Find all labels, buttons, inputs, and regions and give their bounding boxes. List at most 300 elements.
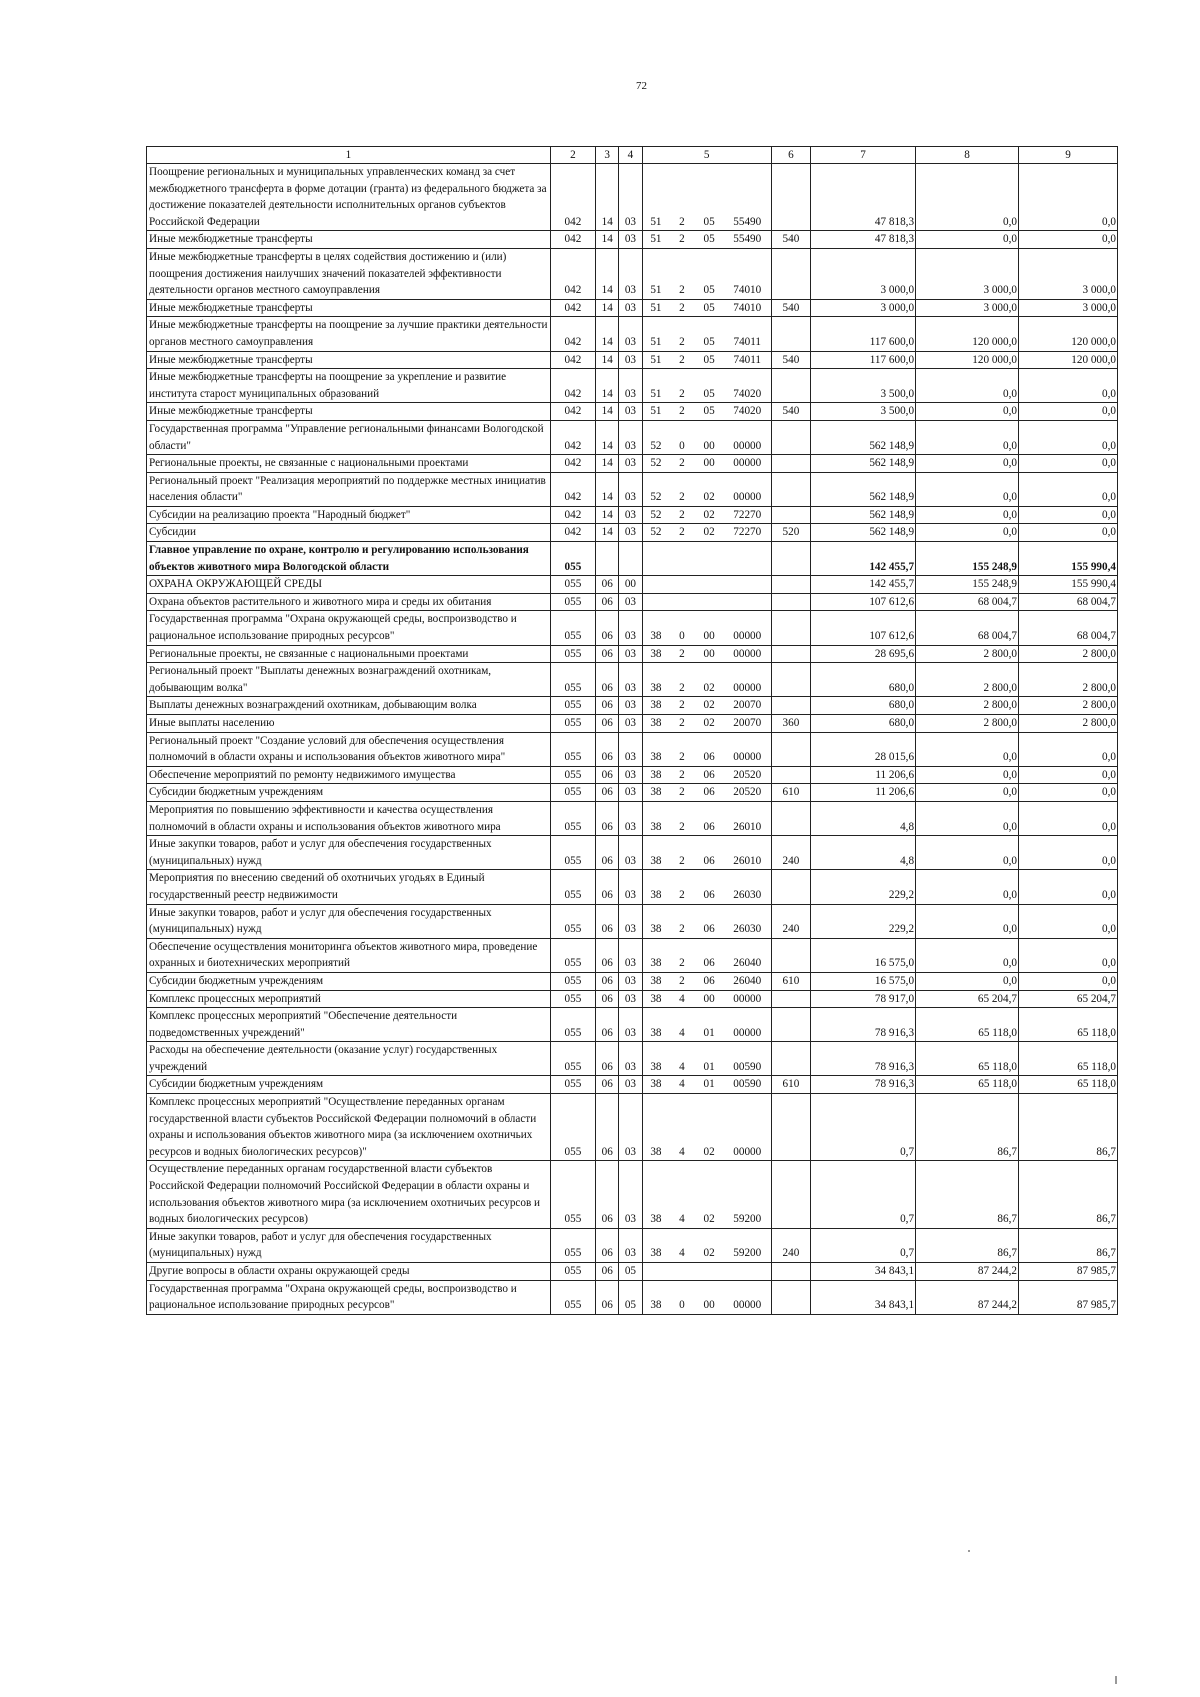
row-expense-direction: 00000 — [724, 1280, 771, 1314]
row-subsection: 03 — [619, 299, 642, 317]
row-subsection: 03 — [619, 904, 642, 938]
row-amount-col9: 0,0 — [1019, 836, 1118, 870]
row-program-type: 2 — [669, 403, 694, 421]
row-subsection: 03 — [619, 369, 642, 403]
row-expense-kind — [771, 611, 810, 645]
row-admin-code: 042 — [550, 506, 595, 524]
row-section: 06 — [596, 697, 619, 715]
row-amount-col8: 0,0 — [916, 904, 1019, 938]
page-number: 72 — [636, 80, 647, 92]
row-program-type: 2 — [669, 299, 694, 317]
row-expense-kind — [771, 420, 810, 454]
row-amount-col8: 0,0 — [916, 506, 1019, 524]
row-amount-col9: 87 985,7 — [1019, 1280, 1118, 1314]
table-row — [147, 904, 1118, 938]
row-expense-kind: 540 — [771, 403, 810, 421]
table-row — [147, 1228, 1118, 1262]
row-admin-code: 042 — [550, 524, 595, 542]
row-amount-col7: 0,7 — [811, 1161, 916, 1228]
row-name: Региональный проект "Реализация мероприятий по поддержке местных инициатив населения области" — [147, 472, 551, 506]
header-cell-7: 7 — [811, 147, 916, 164]
row-program-code: 38 — [642, 938, 669, 972]
row-program-code — [642, 1263, 669, 1281]
row-expense-kind: 610 — [771, 784, 810, 802]
row-name: Иные закупки товаров, работ и услуг для обеспечения государственных (муниципальных) нужд — [147, 1228, 551, 1262]
row-expense-kind — [771, 317, 810, 351]
row-subsection: 03 — [619, 801, 642, 835]
row-program-type: 2 — [669, 715, 694, 733]
row-expense-direction: 20520 — [724, 766, 771, 784]
row-program-type: 2 — [669, 801, 694, 835]
row-expense-kind — [771, 1280, 810, 1314]
row-amount-col7: 4,8 — [811, 836, 916, 870]
row-amount-col9: 0,0 — [1019, 732, 1118, 766]
row-subsection: 03 — [619, 1042, 642, 1076]
row-program-element — [695, 542, 724, 576]
row-amount-col9: 0,0 — [1019, 231, 1118, 249]
row-name: Региональный проект "Выплаты денежных вознаграждений охотникам, добывающим волка" — [147, 663, 551, 697]
row-program-type: 2 — [669, 645, 694, 663]
row-section: 14 — [596, 248, 619, 299]
row-name: Региональные проекты, не связанные с национальными проектами — [147, 645, 551, 663]
table-row — [147, 455, 1118, 473]
row-amount-col8: 2 800,0 — [916, 715, 1019, 733]
row-name: Расходы на обеспечение деятельности (оказание услуг) государственных учреждений — [147, 1042, 551, 1076]
row-expense-direction: 00590 — [724, 1076, 771, 1094]
row-amount-col7: 78 917,0 — [811, 990, 916, 1008]
row-amount-col9: 120 000,0 — [1019, 351, 1118, 369]
row-expense-direction: 26040 — [724, 972, 771, 990]
row-amount-col7: 4,8 — [811, 801, 916, 835]
row-amount-col8: 0,0 — [916, 403, 1019, 421]
row-program-element — [695, 576, 724, 594]
table-row — [147, 248, 1118, 299]
row-program-element: 00 — [695, 420, 724, 454]
row-name: Субсидии бюджетным учреждениям — [147, 972, 551, 990]
row-subsection: 03 — [619, 164, 642, 231]
row-expense-kind — [771, 164, 810, 231]
row-amount-col9: 0,0 — [1019, 801, 1118, 835]
row-amount-col8: 2 800,0 — [916, 645, 1019, 663]
row-admin-code: 055 — [550, 645, 595, 663]
row-name: Охрана объектов растительного и животного мира и среды их обитания — [147, 593, 551, 611]
row-program-type: 2 — [669, 972, 694, 990]
row-amount-col9: 86,7 — [1019, 1161, 1118, 1228]
header-cell-5: 5 — [642, 147, 771, 164]
row-expense-kind — [771, 455, 810, 473]
row-program-type: 2 — [669, 870, 694, 904]
row-expense-direction: 00000 — [724, 645, 771, 663]
row-amount-col9: 0,0 — [1019, 164, 1118, 231]
row-section: 14 — [596, 317, 619, 351]
table-row — [147, 231, 1118, 249]
row-amount-col7: 78 916,3 — [811, 1076, 916, 1094]
row-admin-code: 042 — [550, 231, 595, 249]
row-subsection — [619, 542, 642, 576]
row-amount-col7: 117 600,0 — [811, 317, 916, 351]
row-amount-col7: 11 206,6 — [811, 784, 916, 802]
row-name: Иные закупки товаров, работ и услуг для обеспечения государственных (муниципальных) нужд — [147, 904, 551, 938]
row-name: Комплекс процессных мероприятий "Обеспечение деятельности подведомственных учреждений" — [147, 1008, 551, 1042]
row-amount-col7: 16 575,0 — [811, 938, 916, 972]
row-program-element: 02 — [695, 697, 724, 715]
row-expense-kind — [771, 870, 810, 904]
row-program-type: 2 — [669, 369, 694, 403]
table-row — [147, 317, 1118, 351]
row-expense-direction: 26040 — [724, 938, 771, 972]
row-program-element: 01 — [695, 1042, 724, 1076]
row-expense-direction: 00000 — [724, 1008, 771, 1042]
row-program-code — [642, 593, 669, 611]
row-subsection: 00 — [619, 576, 642, 594]
row-admin-code: 055 — [550, 1161, 595, 1228]
row-amount-col8: 0,0 — [916, 524, 1019, 542]
row-subsection: 03 — [619, 663, 642, 697]
row-section: 06 — [596, 904, 619, 938]
row-expense-kind — [771, 472, 810, 506]
row-section: 06 — [596, 870, 619, 904]
row-expense-direction: 55490 — [724, 231, 771, 249]
row-name: Иные закупки товаров, работ и услуг для обеспечения государственных (муниципальных) нужд — [147, 836, 551, 870]
row-subsection: 05 — [619, 1263, 642, 1281]
row-amount-col8: 155 248,9 — [916, 576, 1019, 594]
row-program-element: 06 — [695, 938, 724, 972]
row-admin-code: 055 — [550, 766, 595, 784]
row-amount-col8: 0,0 — [916, 870, 1019, 904]
row-program-type: 2 — [669, 506, 694, 524]
row-program-type: 4 — [669, 1228, 694, 1262]
row-subsection: 03 — [619, 1228, 642, 1262]
row-admin-code: 042 — [550, 420, 595, 454]
row-section: 06 — [596, 715, 619, 733]
row-program-type: 2 — [669, 697, 694, 715]
row-expense-direction: 59200 — [724, 1161, 771, 1228]
row-program-element: 05 — [695, 231, 724, 249]
row-program-code: 52 — [642, 472, 669, 506]
table-row — [147, 611, 1118, 645]
row-name: Главное управление по охране, контролю и регулированию использования объектов животного мира Вологодской области — [147, 542, 551, 576]
row-admin-code: 042 — [550, 369, 595, 403]
row-program-element: 05 — [695, 317, 724, 351]
row-amount-col8: 68 004,7 — [916, 593, 1019, 611]
row-expense-kind — [771, 1042, 810, 1076]
row-amount-col9: 65 118,0 — [1019, 1076, 1118, 1094]
row-subsection: 03 — [619, 990, 642, 1008]
row-expense-kind: 540 — [771, 231, 810, 249]
table-row — [147, 1280, 1118, 1314]
row-program-type — [669, 1263, 694, 1281]
row-subsection: 03 — [619, 972, 642, 990]
row-amount-col8: 0,0 — [916, 836, 1019, 870]
row-amount-col9: 155 990,4 — [1019, 542, 1118, 576]
row-amount-col9: 86,7 — [1019, 1094, 1118, 1161]
row-section: 06 — [596, 1042, 619, 1076]
row-expense-kind: 540 — [771, 299, 810, 317]
row-name: Региональные проекты, не связанные с национальными проектами — [147, 455, 551, 473]
row-subsection: 03 — [619, 836, 642, 870]
row-name: Иные межбюджетные трансферты в целях содействия достижению и (или) поощрения достижения наилучших значений показателей эффективности деятельности органов местного самоуправления — [147, 248, 551, 299]
row-expense-direction: 59200 — [724, 1228, 771, 1262]
row-section: 06 — [596, 1228, 619, 1262]
row-admin-code: 042 — [550, 472, 595, 506]
row-amount-col8: 120 000,0 — [916, 317, 1019, 351]
header-cell-9: 9 — [1019, 147, 1118, 164]
row-amount-col7: 117 600,0 — [811, 351, 916, 369]
row-expense-kind: 360 — [771, 715, 810, 733]
table-header-row — [147, 147, 1118, 164]
row-amount-col8: 86,7 — [916, 1228, 1019, 1262]
table-row — [147, 784, 1118, 802]
table-row — [147, 1263, 1118, 1281]
row-subsection: 03 — [619, 455, 642, 473]
row-expense-direction: 26030 — [724, 904, 771, 938]
row-admin-code: 042 — [550, 299, 595, 317]
row-program-code: 38 — [642, 645, 669, 663]
row-amount-col8: 0,0 — [916, 784, 1019, 802]
row-section: 06 — [596, 645, 619, 663]
row-subsection: 03 — [619, 645, 642, 663]
row-amount-col7: 78 916,3 — [811, 1042, 916, 1076]
row-expense-direction: 74020 — [724, 369, 771, 403]
row-subsection: 03 — [619, 1076, 642, 1094]
row-program-element: 06 — [695, 904, 724, 938]
row-admin-code: 055 — [550, 697, 595, 715]
row-subsection: 03 — [619, 351, 642, 369]
row-section: 06 — [596, 1076, 619, 1094]
row-admin-code: 042 — [550, 317, 595, 351]
row-program-element: 01 — [695, 1008, 724, 1042]
row-program-code — [642, 542, 669, 576]
header-cell-1: 1 — [147, 147, 551, 164]
row-expense-direction — [724, 576, 771, 594]
row-amount-col7: 229,2 — [811, 904, 916, 938]
row-expense-kind — [771, 1008, 810, 1042]
row-section: 06 — [596, 732, 619, 766]
row-program-code: 38 — [642, 836, 669, 870]
row-name: Иные выплаты населению — [147, 715, 551, 733]
table-row — [147, 164, 1118, 231]
row-expense-kind — [771, 1094, 810, 1161]
row-name: Другие вопросы в области охраны окружающей среды — [147, 1263, 551, 1281]
row-program-type: 2 — [669, 904, 694, 938]
row-program-element: 02 — [695, 1094, 724, 1161]
row-program-element: 00 — [695, 645, 724, 663]
row-admin-code: 055 — [550, 1280, 595, 1314]
table-row — [147, 542, 1118, 576]
row-section: 14 — [596, 369, 619, 403]
row-expense-kind: 610 — [771, 1076, 810, 1094]
table-row — [147, 938, 1118, 972]
row-amount-col7: 11 206,6 — [811, 766, 916, 784]
row-admin-code: 042 — [550, 248, 595, 299]
row-amount-col9: 0,0 — [1019, 784, 1118, 802]
row-subsection: 03 — [619, 403, 642, 421]
row-program-type: 0 — [669, 611, 694, 645]
row-program-element: 02 — [695, 715, 724, 733]
table-row — [147, 299, 1118, 317]
row-program-element: 06 — [695, 870, 724, 904]
row-program-element: 05 — [695, 403, 724, 421]
row-program-element: 05 — [695, 248, 724, 299]
table-row — [147, 506, 1118, 524]
row-amount-col9: 2 800,0 — [1019, 715, 1118, 733]
row-amount-col9: 68 004,7 — [1019, 593, 1118, 611]
row-program-element: 00 — [695, 611, 724, 645]
row-amount-col8: 3 000,0 — [916, 299, 1019, 317]
row-program-type: 0 — [669, 420, 694, 454]
row-program-element: 06 — [695, 784, 724, 802]
row-program-code: 38 — [642, 715, 669, 733]
row-amount-col7: 107 612,6 — [811, 611, 916, 645]
row-amount-col7: 3 000,0 — [811, 248, 916, 299]
row-name: Осуществление переданных органам государственной власти субъектов Российской Федерации полномочий Российской Федерации в области охраны и использования объектов животного мира (за исключением охотничьих ресурсов и водных биологических ресурсов) — [147, 1161, 551, 1228]
row-section: 14 — [596, 351, 619, 369]
row-section: 06 — [596, 766, 619, 784]
row-program-type: 2 — [669, 836, 694, 870]
row-section: 14 — [596, 299, 619, 317]
row-subsection: 03 — [619, 248, 642, 299]
row-amount-col7: 562 148,9 — [811, 455, 916, 473]
table-body — [147, 164, 1118, 1315]
row-amount-col9: 87 985,7 — [1019, 1263, 1118, 1281]
row-admin-code: 042 — [550, 351, 595, 369]
row-expense-kind — [771, 766, 810, 784]
row-expense-direction: 00000 — [724, 732, 771, 766]
row-expense-direction: 00000 — [724, 663, 771, 697]
table-row — [147, 472, 1118, 506]
row-subsection: 03 — [619, 317, 642, 351]
row-section: 14 — [596, 164, 619, 231]
row-program-code: 52 — [642, 524, 669, 542]
row-program-code: 38 — [642, 732, 669, 766]
table-row — [147, 766, 1118, 784]
row-program-type: 2 — [669, 472, 694, 506]
row-name: Субсидии бюджетным учреждениям — [147, 784, 551, 802]
row-program-type — [669, 576, 694, 594]
table-row — [147, 420, 1118, 454]
row-expense-kind: 610 — [771, 972, 810, 990]
row-subsection: 03 — [619, 593, 642, 611]
row-subsection: 05 — [619, 1280, 642, 1314]
table-row — [147, 697, 1118, 715]
row-name: Мероприятия по внесению сведений об охотничьих угодьях в Единый государственный реестр недвижимости — [147, 870, 551, 904]
row-amount-col7: 3 000,0 — [811, 299, 916, 317]
row-expense-kind — [771, 369, 810, 403]
table-row — [147, 351, 1118, 369]
row-program-type: 2 — [669, 455, 694, 473]
row-amount-col8: 2 800,0 — [916, 697, 1019, 715]
row-admin-code: 055 — [550, 1228, 595, 1262]
row-program-code: 38 — [642, 972, 669, 990]
row-subsection: 03 — [619, 231, 642, 249]
row-section: 06 — [596, 801, 619, 835]
row-program-code: 38 — [642, 784, 669, 802]
row-amount-col9: 0,0 — [1019, 972, 1118, 990]
row-program-element — [695, 593, 724, 611]
row-expense-kind: 240 — [771, 836, 810, 870]
row-program-code: 38 — [642, 1076, 669, 1094]
row-program-type: 2 — [669, 317, 694, 351]
row-expense-direction: 55490 — [724, 164, 771, 231]
row-expense-direction: 72270 — [724, 506, 771, 524]
row-section: 14 — [596, 231, 619, 249]
row-amount-col8: 0,0 — [916, 369, 1019, 403]
row-expense-direction: 00000 — [724, 472, 771, 506]
row-amount-col8: 0,0 — [916, 455, 1019, 473]
table-row — [147, 990, 1118, 1008]
row-admin-code: 055 — [550, 836, 595, 870]
row-amount-col9: 65 204,7 — [1019, 990, 1118, 1008]
row-program-element: 06 — [695, 732, 724, 766]
row-amount-col9: 0,0 — [1019, 524, 1118, 542]
row-section: 14 — [596, 524, 619, 542]
row-amount-col8: 3 000,0 — [916, 248, 1019, 299]
row-name: Государственная программа "Охрана окружающей среды, воспроизводство и рациональное использование природных ресурсов" — [147, 1280, 551, 1314]
row-expense-direction: 20070 — [724, 697, 771, 715]
row-program-element: 00 — [695, 990, 724, 1008]
row-admin-code: 055 — [550, 576, 595, 594]
row-program-type: 2 — [669, 351, 694, 369]
row-name: Государственная программа "Управление региональными финансами Вологодской области" — [147, 420, 551, 454]
row-amount-col7: 680,0 — [811, 663, 916, 697]
row-subsection: 03 — [619, 938, 642, 972]
row-amount-col8: 2 800,0 — [916, 663, 1019, 697]
row-name: Государственная программа "Охрана окружающей среды, воспроизводство и рациональное использование природных ресурсов" — [147, 611, 551, 645]
row-program-element: 02 — [695, 1161, 724, 1228]
row-expense-kind — [771, 938, 810, 972]
row-expense-direction: 74010 — [724, 299, 771, 317]
row-amount-col9: 0,0 — [1019, 420, 1118, 454]
table-row — [147, 1076, 1118, 1094]
row-program-element: 00 — [695, 455, 724, 473]
row-amount-col7: 680,0 — [811, 697, 916, 715]
row-expense-direction: 00000 — [724, 611, 771, 645]
row-admin-code: 042 — [550, 164, 595, 231]
row-expense-direction — [724, 1263, 771, 1281]
row-amount-col9: 0,0 — [1019, 870, 1118, 904]
row-program-type: 4 — [669, 1076, 694, 1094]
table-row — [147, 1008, 1118, 1042]
row-amount-col7: 28 015,6 — [811, 732, 916, 766]
row-amount-col9: 0,0 — [1019, 506, 1118, 524]
row-subsection: 03 — [619, 870, 642, 904]
table-row — [147, 663, 1118, 697]
row-program-type: 2 — [669, 732, 694, 766]
table-row — [147, 801, 1118, 835]
row-program-code: 51 — [642, 403, 669, 421]
table-row — [147, 836, 1118, 870]
row-amount-col7: 28 695,6 — [811, 645, 916, 663]
row-program-type: 2 — [669, 164, 694, 231]
row-section: 06 — [596, 990, 619, 1008]
table-row — [147, 1161, 1118, 1228]
row-amount-col7: 34 843,1 — [811, 1263, 916, 1281]
row-program-element: 05 — [695, 369, 724, 403]
header-cell-2: 2 — [550, 147, 595, 164]
row-admin-code: 055 — [550, 784, 595, 802]
row-expense-kind — [771, 697, 810, 715]
row-amount-col7: 0,7 — [811, 1094, 916, 1161]
row-amount-col9: 65 118,0 — [1019, 1042, 1118, 1076]
row-amount-col9: 2 800,0 — [1019, 645, 1118, 663]
row-subsection: 03 — [619, 1094, 642, 1161]
row-program-code: 38 — [642, 1042, 669, 1076]
header-cell-3: 3 — [596, 147, 619, 164]
row-program-code: 38 — [642, 801, 669, 835]
row-admin-code: 055 — [550, 1042, 595, 1076]
row-amount-col7: 47 818,3 — [811, 231, 916, 249]
row-name: Комплекс процессных мероприятий — [147, 990, 551, 1008]
